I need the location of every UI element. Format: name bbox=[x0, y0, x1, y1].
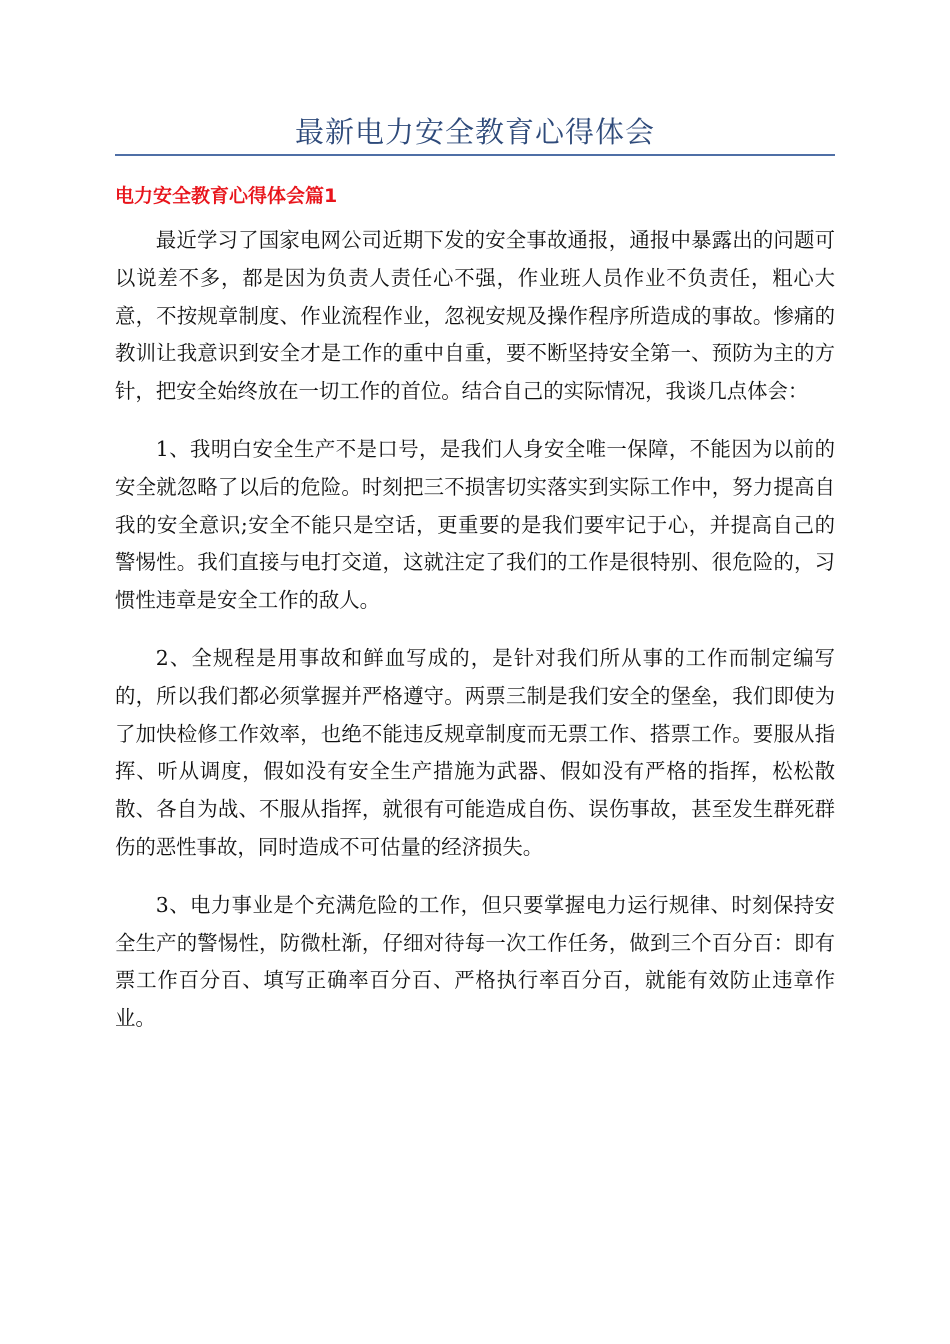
paragraph-point-1: 1、我明白安全生产不是口号，是我们人身安全唯一保障，不能因为以前的安全就忽略了以后的危险。时刻把三不损害切实落实到实际工作中，努力提高自我的安全意识;安全不能只是空话，更重要的是我们要牢记于心，并提高自己的警惕性。我们直接与电打交道，这就注定了我们的工作是很特别、很危险的，习惯性违章是安全工作的敌人。 bbox=[115, 436, 835, 613]
document-title: 最新电力安全教育心得体会 bbox=[294, 115, 655, 149]
paragraph-intro: 最近学习了国家电网公司近期下发的安全事故通报，通报中暴露出的问题可以说差不多，都是因为负责人责任心不强，作业班人员作业不负责任，粗心大意，不按规章制度、作业流程作业，忽视安规及操作程序所造成的事故。惨痛的教训让我意识到安全才是工作的重中自重，要不断坚持安全第一、预防为主的方针，把安全始终放在一切工作的首位。结合自己的实际情况，我谈几点体会： bbox=[115, 228, 835, 404]
title-divider bbox=[115, 154, 835, 156]
document-body bbox=[115, 222, 835, 1058]
paragraph-point-2: 2、全规程是用事故和鲜血写成的，是针对我们所从事的工作而制定编写的，所以我们都必须掌握并严格遵守。两票三制是我们安全的堡垒，我们即使为了加快检修工作效率，也绝不能违反规章制度而无票工作、搭票工作。要服从指挥、听从调度，假如没有安全生产措施为武器、假如没有严格的指挥，松松散散、各自为战、不服从指挥，就很有可能造成自伤、误伤事故，甚至发生群死群伤的恶性事故，同时造成不可估量的经济损失。 bbox=[115, 645, 835, 859]
paragraph-point-3: 3、电力事业是个充满危险的工作，但只要掌握电力运行规律、时刻保持安全生产的警惕性，防微杜渐，仔细对待每一次工作任务，做到三个百分百：即有票工作百分百、填写正确率百分百、严格执行率百分百，就能有效防止违章作业。 bbox=[115, 892, 835, 1031]
section-heading: 电力安全教育心得体会篇1 bbox=[115, 185, 338, 207]
